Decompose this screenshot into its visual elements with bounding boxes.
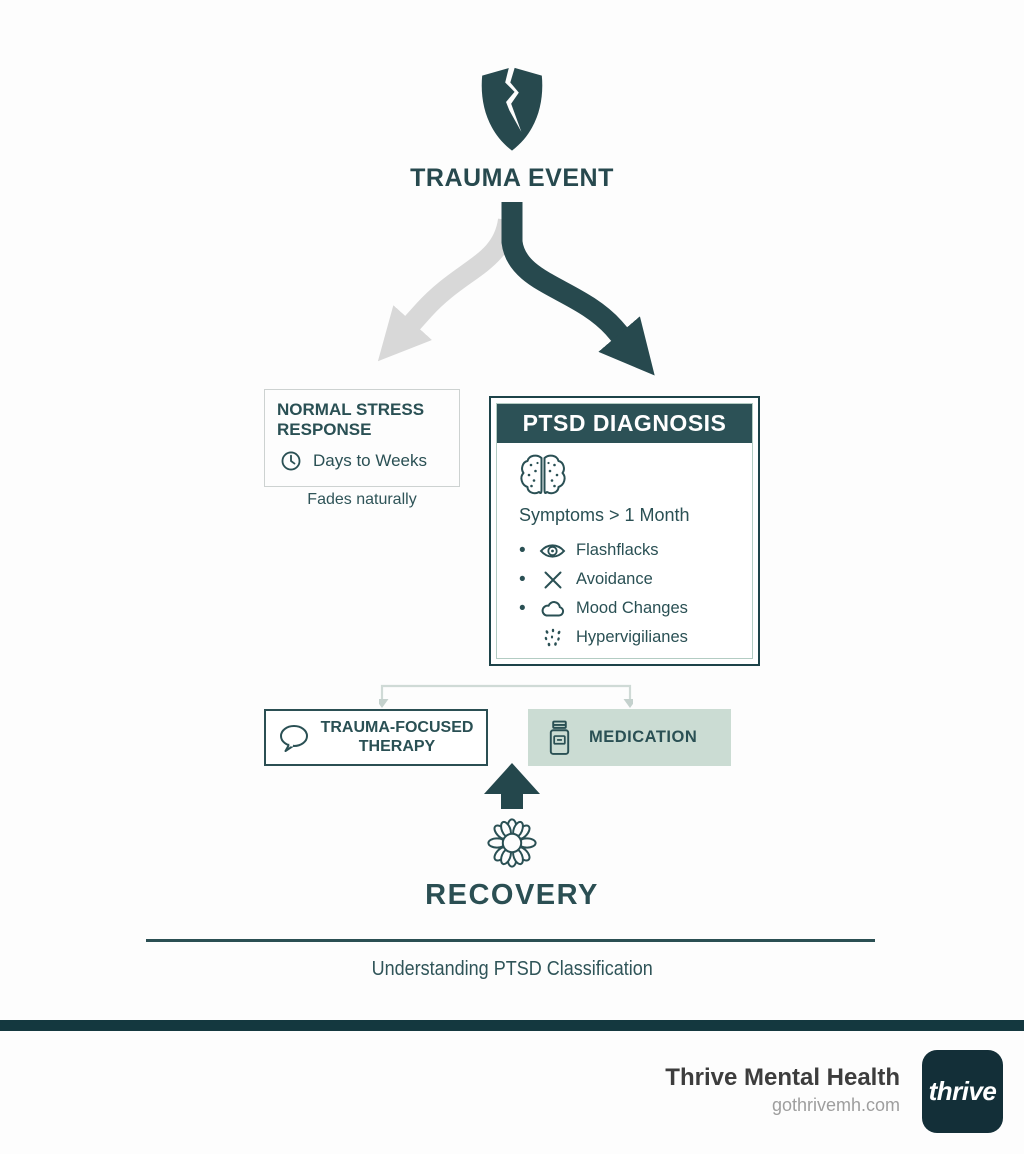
arrow-to-normal-response — [406, 220, 508, 330]
speech-bubble-icon — [278, 724, 310, 752]
up-arrow — [484, 763, 540, 809]
symptom-mood-changes: • Mood Changes — [519, 598, 688, 619]
shield-crack-icon — [469, 62, 555, 154]
ptsd-diagnosis-title: PTSD DIAGNOSIS — [497, 404, 752, 443]
eye-icon — [539, 542, 566, 560]
symptom-hypervigilance: Hypervigilianes — [519, 623, 746, 652]
symptom-flashbacks: • Flashflacks — [519, 540, 659, 561]
medication-box — [528, 709, 731, 766]
thrive-logo-text: thrive — [928, 1076, 997, 1106]
caption: Understanding PTSD Classification — [371, 958, 653, 980]
trauma-focused-therapy-box — [264, 709, 488, 766]
ptsd-diagnosis-box — [489, 396, 760, 666]
trauma-event-title: TRAUMA EVENT — [410, 164, 614, 192]
caption-divider — [146, 939, 875, 942]
thrive-logo — [922, 1050, 1003, 1133]
recovery-title: RECOVERY — [425, 879, 599, 911]
ptsd-subtitle: Symptoms > 1 Month — [519, 505, 690, 525]
x-icon — [539, 570, 566, 590]
medication-label: MEDICATION — [589, 728, 698, 746]
cloud-icon — [539, 600, 566, 618]
clock-icon — [277, 450, 304, 472]
therapy-label: TRAUMA-FOCUSED THERAPY — [320, 719, 474, 755]
normal-stress-duration: Days to Weeks — [313, 450, 428, 470]
brand-website: gothrivemh.com — [771, 1095, 900, 1115]
branch-arrows — [330, 202, 690, 390]
normal-stress-response-box — [264, 389, 460, 487]
pill-bottle-icon — [545, 719, 574, 757]
normal-stress-note: Fades naturally — [307, 491, 417, 508]
brand-name: Thrive Mental Health — [665, 1064, 900, 1091]
treatment-connector — [379, 682, 633, 712]
flower-icon — [484, 815, 540, 871]
normal-stress-title: NORMAL STRESS RESPONSE — [277, 400, 425, 440]
brain-icon — [519, 453, 746, 497]
footer-divider-bar — [0, 1020, 1024, 1031]
droplets-icon — [539, 628, 566, 648]
symptom-avoidance: • Avoidance — [519, 569, 653, 590]
arrow-to-ptsd — [512, 202, 626, 342]
